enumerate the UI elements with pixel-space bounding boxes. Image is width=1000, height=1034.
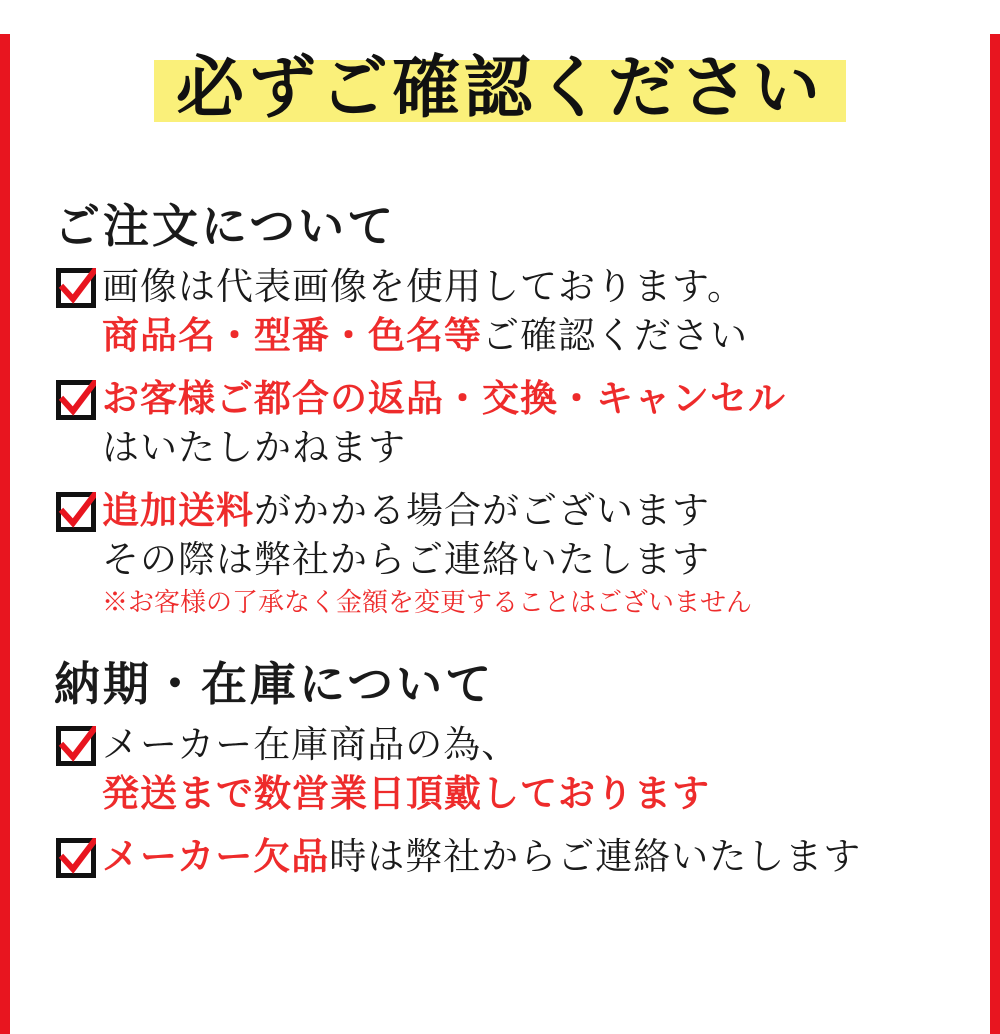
list-item-line	[102, 720, 956, 769]
list-item	[56, 486, 956, 622]
notice-page	[0, 34, 1000, 1034]
text-span: 商品名・型番・色名等	[102, 313, 482, 357]
checkbox-checked-icon	[56, 726, 96, 766]
text-span: 画像は代表画像を使用しております。	[102, 265, 746, 308]
list-item-line	[102, 423, 956, 472]
list-item	[56, 720, 956, 818]
page-title: 必ずご確認ください	[175, 48, 824, 128]
list-item-text	[102, 832, 956, 881]
list-item-line	[102, 374, 956, 423]
checkbox-checked-icon	[56, 838, 96, 878]
text-span: 時は弊社からご連絡いたします	[329, 835, 862, 878]
text-span: その際は弊社からご連絡いたします	[102, 538, 710, 581]
text-span: はいたしかねます	[102, 426, 406, 469]
section-heading: 納期・在庫について	[54, 657, 495, 711]
page-title-banner	[44, 34, 956, 142]
list-item-line	[102, 262, 956, 311]
checkbox-checked-icon	[56, 268, 96, 308]
list-item-text	[102, 374, 956, 472]
list-item-text	[102, 720, 956, 818]
list-item-note: ※お客様の了承なく金額を変更することはございません	[102, 588, 753, 618]
checkbox-checked-icon	[56, 380, 96, 420]
section-heading: ご注文について	[54, 199, 397, 253]
checkbox-checked-icon	[56, 492, 96, 532]
list-item-line	[102, 769, 956, 818]
list-item	[56, 374, 956, 472]
list-item-text	[102, 486, 956, 622]
text-span: お客様ご都合の返品・交換・キャンセル	[102, 376, 786, 420]
list-item-line	[102, 832, 956, 881]
text-span: 追加送料	[102, 488, 254, 532]
list-item	[56, 832, 956, 881]
text-span: がかかる場合がございます	[254, 489, 710, 532]
list-item-line	[102, 486, 956, 535]
page-content	[10, 34, 990, 1034]
text-span: 発送まで数営業日頂戴しております	[102, 771, 710, 815]
list-item-line	[102, 535, 956, 584]
text-span: ご確認ください	[482, 314, 748, 357]
list-item-line	[102, 311, 956, 360]
list-item-text	[102, 262, 956, 360]
list-item	[56, 262, 956, 360]
sections-container	[44, 190, 956, 881]
text-span: メーカー欠品	[102, 834, 330, 878]
text-span: メーカー在庫商品の為、	[102, 723, 520, 766]
